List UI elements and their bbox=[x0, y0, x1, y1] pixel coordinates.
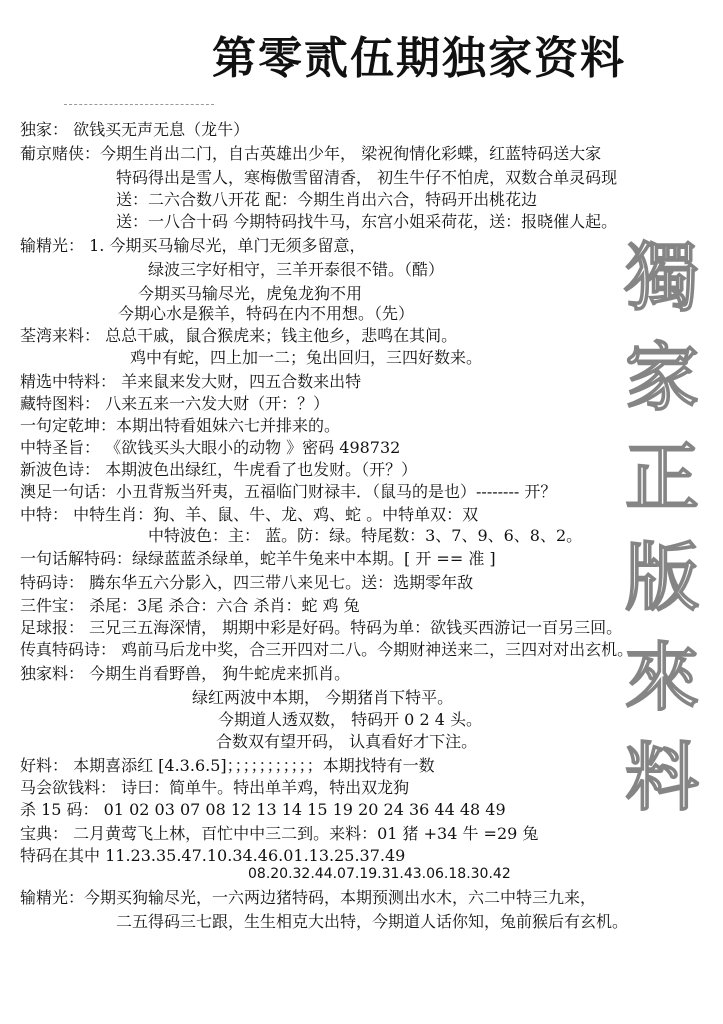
line-19: 中特波色：主： 蓝。防：绿。特尾数：3、7、9、6、8、2。 bbox=[148, 526, 583, 545]
watermark-char: 正 bbox=[625, 435, 699, 521]
line-1: 独家： 欲钱买无声无息（龙牛） bbox=[20, 120, 250, 139]
line-28: 合数双有望开码， 认真看好才下注。 bbox=[216, 732, 478, 751]
divider bbox=[64, 104, 214, 111]
line-9: 今期心水是猴羊，特码在内不用想。（先） bbox=[118, 304, 415, 323]
line-29: 好料： 本期喜添红 [4.3.6.5]；；；；；；；；；；；本期找特有一数 bbox=[20, 756, 435, 775]
line-15: 中特圣旨： 《欲钱买头大眼小的动物 》密码 498732 bbox=[20, 438, 401, 457]
line-26: 绿红两波中本期， 今期猪肖下特平。 bbox=[192, 688, 454, 707]
line-13: 藏特图料： 八来五来一六发大财（开：？） bbox=[20, 394, 330, 413]
line-33: 特码在其中 11.23.35.47.10.34.46.01.13.25.37.49 bbox=[20, 846, 406, 865]
line-21: 特码诗： 腾东华五六分影入，四三带八来见七。送：选期零年敌 bbox=[20, 573, 474, 592]
line-7: 绿波三字好相守，三羊开泰很不错。（酷） bbox=[148, 260, 445, 279]
line-8: 今期买马输尽光，虎兔龙狗不用 bbox=[138, 284, 363, 303]
line-20: 一句话解特码：绿绿蓝蓝杀绿单，蛇羊牛兔来中本期。[ 开 == 准 ] bbox=[20, 549, 496, 568]
line-10: 荃湾来料： 总总干戚，鼠合猴虎来；钱主他乡，悲鸣在其间。 bbox=[20, 326, 458, 345]
line-36: 二五得码三七跟，生生相克大出特，今期道人话你知，兔前猴后有玄机。 bbox=[116, 912, 629, 931]
line-23: 足球报： 三兄三五海深情， 期期中彩是好码。特码为单：欲钱买西游记一百另三回。 bbox=[20, 618, 623, 637]
line-24: 传真特码诗： 鸡前马后龙中奖，合三开四对二八。今期财神送来二，三四对对出玄机。 bbox=[20, 640, 634, 659]
line-30: 马会欲钱料： 诗曰：简单牛。特出单羊鸡，特出双龙狗 bbox=[20, 778, 410, 797]
line-3: 特码得出是雪人，寒梅傲雪留清香， 初生牛仔不怕虎，双数合单灵码现 bbox=[116, 168, 618, 187]
watermark-char: 料 bbox=[625, 735, 699, 821]
watermark-char: 版 bbox=[625, 535, 699, 621]
watermark-stamp bbox=[612, 228, 712, 828]
watermark-char: 來 bbox=[625, 635, 699, 721]
line-4: 送：二六合数八开花 配：今期生肖出六合，特码开出桃花边 bbox=[116, 190, 538, 209]
line-18: 中特： 中特生肖：狗、羊、鼠、牛、龙、鸡、蛇 。中特单双：双 bbox=[20, 505, 479, 524]
line-34: 08.20.32.44.07.19.31.43.06.18.30.42 bbox=[248, 866, 511, 882]
line-22: 三件宝： 杀尾：3尾 杀合：六合 杀肖：蛇 鸡 兔 bbox=[20, 596, 360, 615]
line-16: 新波色诗： 本期波色出绿红，牛虎看了也发财。（开？） bbox=[20, 460, 418, 479]
line-31: 杀 15 码： 01 02 03 07 08 12 13 14 15 19 20 24 36 44 48 49 bbox=[20, 800, 506, 819]
line-32: 宝典： 二月黄莺飞上林，百忙中中三二到。来料：01 猪 +34 牛 =29 兔 bbox=[20, 824, 539, 843]
line-25: 独家料： 今期生肖看野兽， 狗牛蛇虎来抓肖。 bbox=[20, 664, 351, 683]
line-35: 输精光：今期买狗输尽光，一六两边猪特码，本期预测出水木，六二中特三九来， bbox=[20, 888, 597, 907]
line-11: 鸡中有蛇，四上加一二；兔出回归，三四好数来。 bbox=[130, 348, 483, 367]
line-5: 送：一八合十码 今期特码找牛马，东宫小姐采荷花，送：报晓催人起。 bbox=[116, 212, 618, 231]
page-title: 第零贰伍期独家资料 bbox=[212, 33, 626, 84]
watermark-char: 家 bbox=[625, 335, 699, 421]
line-2: 葡京赌侠：今期生肖出二门，自古英雄出少年， 梁祝徇情化彩蝶，红蓝特码送大家 bbox=[20, 144, 602, 163]
line-27: 今期道人透双数， 特码开 0 2 4 头。 bbox=[218, 710, 482, 729]
line-14: 一句定乾坤：本期出特看姐妹六七并排来的。 bbox=[20, 416, 341, 435]
line-12: 精选中特料： 羊来鼠来发大财，四五合数来出特 bbox=[20, 372, 362, 391]
line-6: 输精光： 1. 今期买马输尽光，单门无须多留意， bbox=[20, 236, 366, 255]
line-17: 澳足一句话：小丑背叛当歼夷，五福临门财禄丰．（鼠马的是也）-------- 开？ bbox=[20, 482, 557, 501]
watermark-char: 獨 bbox=[625, 235, 699, 321]
